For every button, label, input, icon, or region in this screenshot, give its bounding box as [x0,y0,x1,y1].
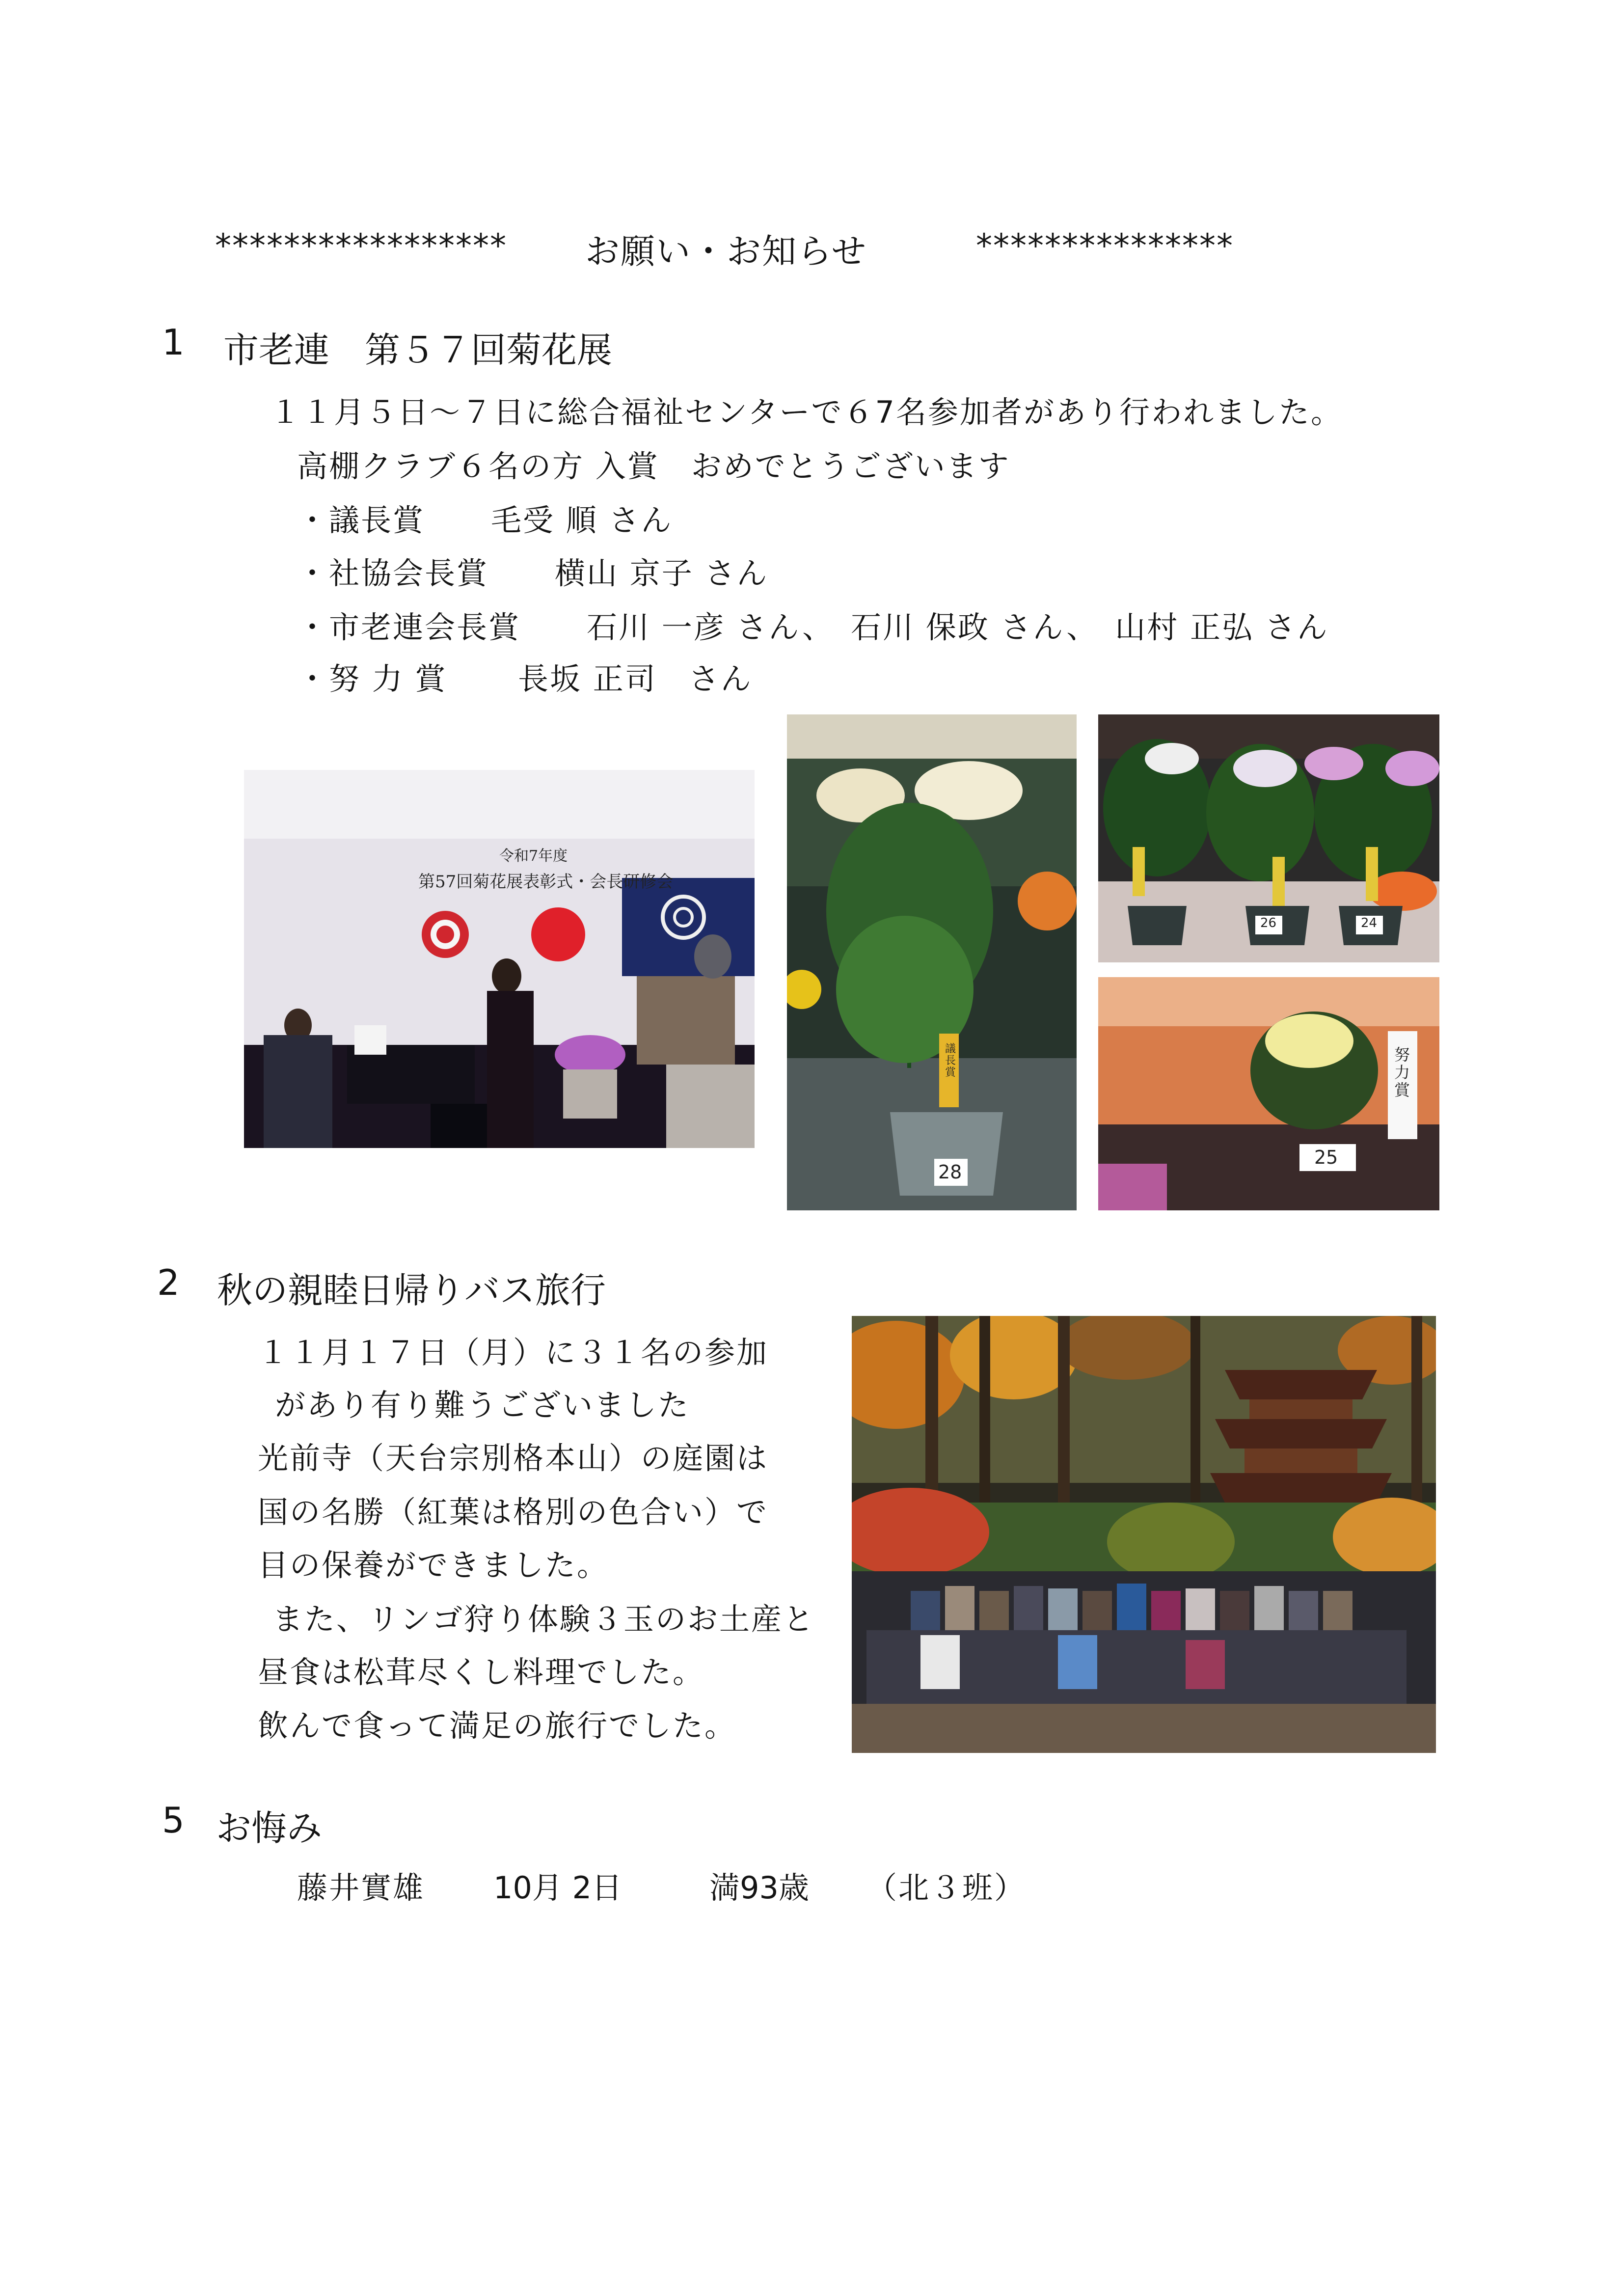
banner-line1: 令和7年度 [499,847,568,865]
section2-line: 目の保養ができました。 [258,1547,609,1583]
chrysanthemum-photo-25 [1098,977,1439,1210]
group-photo-temple [852,1316,1436,1753]
pot-number-28: 28 [938,1161,962,1183]
award-prize: ・努 力 賞 [297,661,447,697]
chrysanthemum-photo-28 [787,714,1077,1210]
ceremony-photo [244,770,755,1148]
section2-line: 昼食は松茸尽くし料理でした。 [258,1654,705,1690]
award-names: 石川 一彦 さん、 石川 保政 さん、 山村 正弘 さん [587,609,1329,645]
award-prize: ・社協会長賞 [297,555,489,591]
section1-line: １１月５日〜７日に総合福祉センターで６7名参加者があり行われました。 [270,394,1343,430]
section2-number: 2 [157,1262,180,1303]
tag-gicho: 議長賞 [945,1043,956,1079]
section1-number: 1 [162,322,185,363]
pot-number-24: 24 [1361,916,1378,930]
award-prize: ・市老連会長賞 [297,609,521,645]
header-stars-left: ***************** [215,227,507,265]
condolence-group: （北３班） [866,1870,1027,1906]
tag-doryoku: 努力賞 [1394,1045,1410,1099]
section1-line: 高棚クラブ６名の方 入賞 おめでとうございます [297,448,1010,484]
section2-line: 飲んで食って満足の旅行でした。 [258,1708,737,1744]
page-heading: お願い・お知らせ [585,231,867,272]
section2-line: また、リンゴ狩り体験３玉のお土産と [272,1601,815,1637]
header-stars-right: *************** [976,227,1234,265]
section2-title: 秋の親睦日帰りバス旅行 [217,1270,606,1311]
condolence-name: 藤井實雄 [297,1870,425,1906]
pot-number-26: 26 [1260,916,1277,930]
award-prize: ・議長賞 [297,502,425,538]
chrysanthemum-photo-26-24 [1098,714,1439,962]
section5-title: お悔み [216,1807,323,1849]
condolence-date: 10月 2日 [493,1870,622,1906]
award-names: 長坂 正司 さん [518,661,753,697]
section5-number: 5 [162,1800,185,1841]
banner-line2: 第57回菊花展表彰式・会長研修会 [418,872,674,892]
section1-title: 市老連 第５７回菊花展 [223,329,613,371]
section2-line: 光前寺（天台宗別格本山）の庭園は [258,1440,769,1476]
section2-line: １１月１７日（月）に３１名の参加 [258,1335,769,1370]
condolence-age: 満93歳 [709,1870,809,1906]
award-names: 横山 京子 さん [555,555,769,591]
award-names: 毛受 順 さん [491,502,673,538]
section2-line: 国の名勝（紅葉は格別の色合い）で [258,1494,769,1530]
pot-number-25: 25 [1314,1147,1338,1168]
section2-line: があり有り難うございました [275,1387,690,1423]
